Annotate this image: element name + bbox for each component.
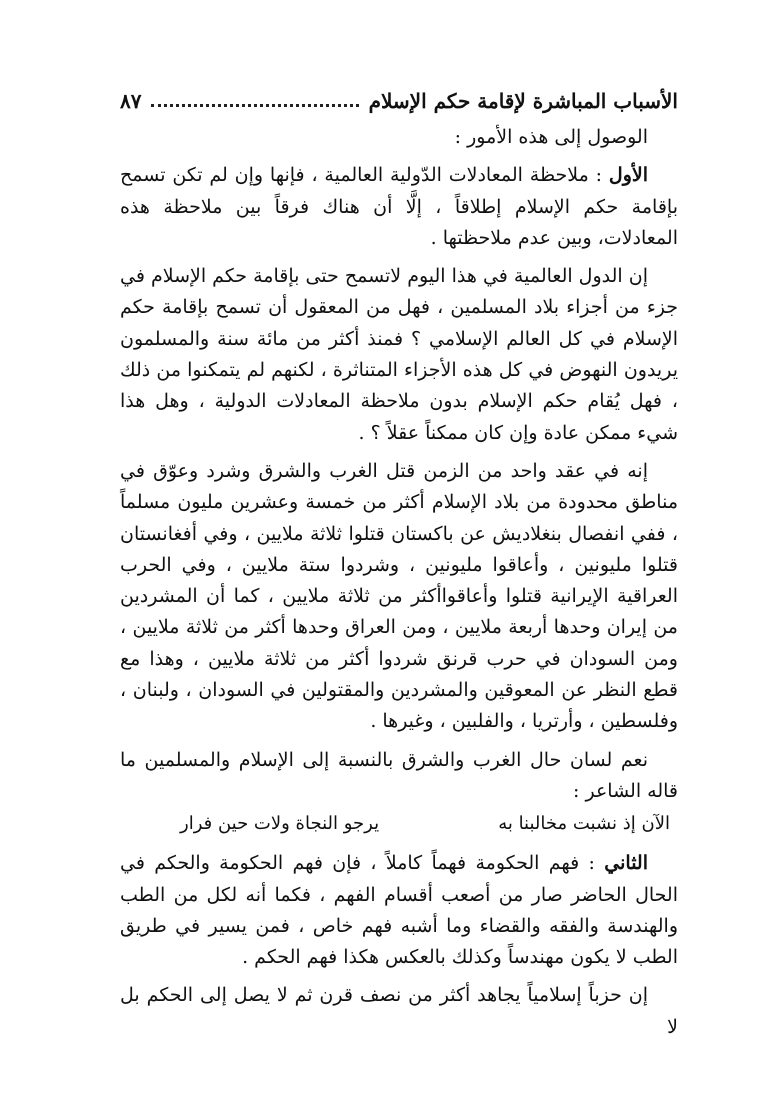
second-point-text: : فهم الحكومة فهماً كاملاً ، فإن فهم الحكومة والحكم في الحال الحاضر صار من أصعب أقسام الفهم ، فكما أنه لكل من الطب والهندسة والفقه والقضاء وما أشبه فهم خاص ، فمن يسير في طريق الطب لا يكون مهندساً وكذلك بالعكس هكذا فهم الحكم .: [120, 852, 678, 969]
body-text: [120, 122, 678, 1043]
poem-verse: [120, 807, 678, 841]
verse-first-hemistich: الآن إذ نشبت مخالبنا به: [498, 813, 670, 835]
paragraph-international-states: إن الدول العالمية في هذا اليوم لاتسمح حتى بإقامة حكم الإسلام في جزء من أجزاء بلاد المسلمين ، فهل من المعقول أن تسمح بإقامة حكم الإسلام في كل العالم الإسلامي ؟ فمنذ أكثر من مائة سنة والمسلمون يريدون النهوض في كل هذه الأجزاء المتناثرة ، لكنهم لم يتمكنوا من ذلك ، فهل يُقام حكم الإسلام بدون ملاحظة المعادلات الدولية ، وهل هذا شيء ممكن عادة وإن كان ممكناً عقلاً ؟ .: [120, 265, 678, 444]
paragraph-second-point: [120, 848, 678, 973]
verse-second-hemistich: يرجو النجاة ولات حين فرار: [180, 813, 380, 835]
first-point-text: : ملاحظة المعادلات الدّولية العالمية ، فإنها وإن لم تكن تسمح بإقامة حكم الإسلام إطلاقاً ، إلَّا أن هناك فرقاً بين ملاحظة هذه المعادلات، وبين عدم ملاحظتها .: [120, 164, 678, 249]
paragraph-poet-saying: نعم لسان حال الغرب والشرق بالنسبة إلى الإسلام والمسلمين ما قاله الشاعر :: [120, 748, 678, 802]
page-number: ٨٧: [120, 89, 142, 113]
leader-dots: [151, 104, 358, 107]
paragraph-islamic-party: إن حزباً إسلامياً يجاهد أكثر من نصف قرن ثم لا يصل إلى الحكم بل لا: [120, 984, 678, 1038]
first-point-label: الأول: [608, 164, 648, 187]
running-header: [120, 84, 678, 118]
intro-line: الوصول إلى هذه الأمور :: [454, 126, 648, 148]
paragraph-first-point: [120, 160, 678, 254]
paragraph-decade-casualties: إنه في عقد واحد من الزمن قتل الغرب والشرق وشرد وعوّق في مناطق محدودة من بلاد الإسلام أكثر من خمسة وعشرين مليون مسلماً ، ففي انفصال بنغلاديش عن باكستان قتلوا ثلاثة ملايين ، وفي أفغانستان قتلوا مليونين ، وأعاقوا مليونين ، وشردوا ستة ملايين ، وفي الحرب العراقية الإيرانية قتلوا وأعاقواأكثر من ثلاثة ملايين ، كما أن المشردين من إيران وحدها أربعة ملايين ، ومن العراق وحدها أكثر من ثلاثة ملايين ، ومن السودان في حرب قرنق شردوا أكثر من ثلاثة ملايين ، وهذا مع قطع النظر عن المعوقين والمشردين والمقتولين في السودان ، ولبنان ، وفلسطين ، وأرتريا ، والفلبين ، وغيرها .: [120, 459, 678, 733]
second-point-label: الثاني: [604, 852, 648, 875]
chapter-title: الأسباب المباشرة لإقامة حكم الإسلام: [368, 89, 678, 113]
